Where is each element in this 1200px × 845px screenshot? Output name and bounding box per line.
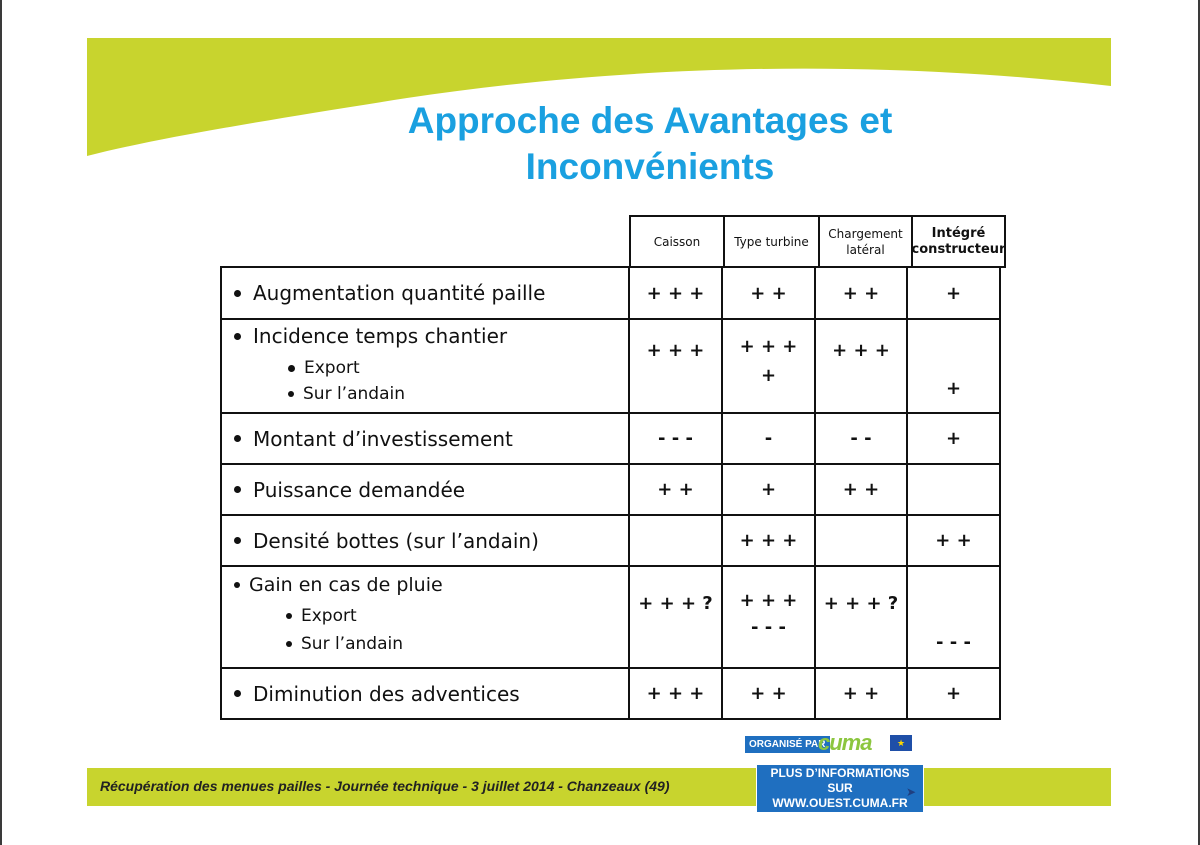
- cell-value: + + +: [629, 319, 722, 413]
- info-website-link[interactable]: [756, 764, 924, 813]
- bullet-icon: [234, 290, 241, 297]
- column-header-integre-constructeur: Intégré constructeur: [911, 215, 1006, 268]
- bullet-icon: [234, 690, 241, 697]
- row-label: Puissance demandée: [221, 464, 629, 515]
- cuma-logo: cuma: [818, 730, 872, 755]
- bullet-icon: [234, 333, 241, 340]
- cell-value: + +: [629, 464, 722, 515]
- row-label: Augmentation quantité paille: [221, 267, 629, 319]
- bullet-icon: [288, 391, 294, 397]
- organise-par-badge: ORGANISÉ PAR: [745, 736, 830, 753]
- slide-title: [300, 98, 1000, 190]
- table-row: [221, 464, 1000, 515]
- table-row: [221, 319, 1000, 413]
- cell-value: - - -: [907, 566, 1000, 668]
- cell-value: + +: [722, 267, 815, 319]
- left-frame-border: [0, 0, 2, 845]
- comparison-table: [220, 266, 1001, 720]
- cursor-arrow-icon: ➤: [906, 785, 917, 799]
- footer-caption: Récupération des menues pailles - Journée technique - 3 juillet 2014 - Chanzeaux (49): [100, 778, 670, 794]
- bullet-icon: [286, 641, 292, 647]
- cell-value: + + +: [722, 515, 815, 566]
- info-line-2: WWW.OUEST.CUMA.FR: [772, 796, 908, 810]
- cell-value: - -: [815, 413, 907, 464]
- column-header-type-turbine: Type turbine: [723, 215, 818, 268]
- cell-value: +: [722, 464, 815, 515]
- cell-value: +: [907, 668, 1000, 719]
- cell-value: -: [722, 413, 815, 464]
- cell-value: + + + +: [722, 319, 815, 413]
- title-line-2: Inconvénients: [525, 146, 775, 187]
- cell-value: + +: [907, 515, 1000, 566]
- bullet-icon: [286, 613, 292, 619]
- cell-value: +: [907, 413, 1000, 464]
- cell-value: + + + - - -: [722, 566, 815, 668]
- table-row: [221, 413, 1000, 464]
- cell-value: +: [907, 267, 1000, 319]
- cell-value: + + +: [815, 319, 907, 413]
- bullet-icon: [234, 435, 241, 442]
- cell-value: + + + ?: [815, 566, 907, 668]
- bullet-icon: [234, 537, 241, 544]
- cell-value: + + + ?: [629, 566, 722, 668]
- bullet-icon: [288, 365, 295, 372]
- cell-value: + +: [815, 267, 907, 319]
- table-row: [221, 566, 1000, 668]
- cell-value: - - -: [629, 413, 722, 464]
- info-line-1: PLUS D’INFORMATIONS SUR: [770, 766, 910, 795]
- table-row: [221, 267, 1000, 319]
- cell-value: + + +: [629, 267, 722, 319]
- column-header-caisson: Caisson: [629, 215, 723, 268]
- cell-value: + + +: [629, 668, 722, 719]
- cell-value: [815, 515, 907, 566]
- table-row: [221, 668, 1000, 719]
- row-label: Gain en cas de pluie Export Sur l’andain: [221, 566, 629, 668]
- column-header-chargement-lateral: Chargement latéral: [818, 215, 911, 268]
- table-row: [221, 515, 1000, 566]
- cell-value: [629, 515, 722, 566]
- cell-value: [907, 464, 1000, 515]
- cell-value: + +: [815, 668, 907, 719]
- row-label: Montant d’investissement: [221, 413, 629, 464]
- cell-value: + +: [815, 464, 907, 515]
- cell-value: + +: [722, 668, 815, 719]
- row-label: Densité bottes (sur l’andain): [221, 515, 629, 566]
- row-label: Diminution des adventices: [221, 668, 629, 719]
- column-headers: [629, 215, 1006, 267]
- cell-value: +: [907, 319, 1000, 413]
- bullet-icon: [234, 582, 240, 588]
- row-label: Incidence temps chantier Export Sur l’andain: [221, 319, 629, 413]
- eu-flag-icon: ★: [890, 735, 912, 751]
- title-line-1: Approche des Avantages et: [407, 100, 893, 141]
- bullet-icon: [234, 486, 241, 493]
